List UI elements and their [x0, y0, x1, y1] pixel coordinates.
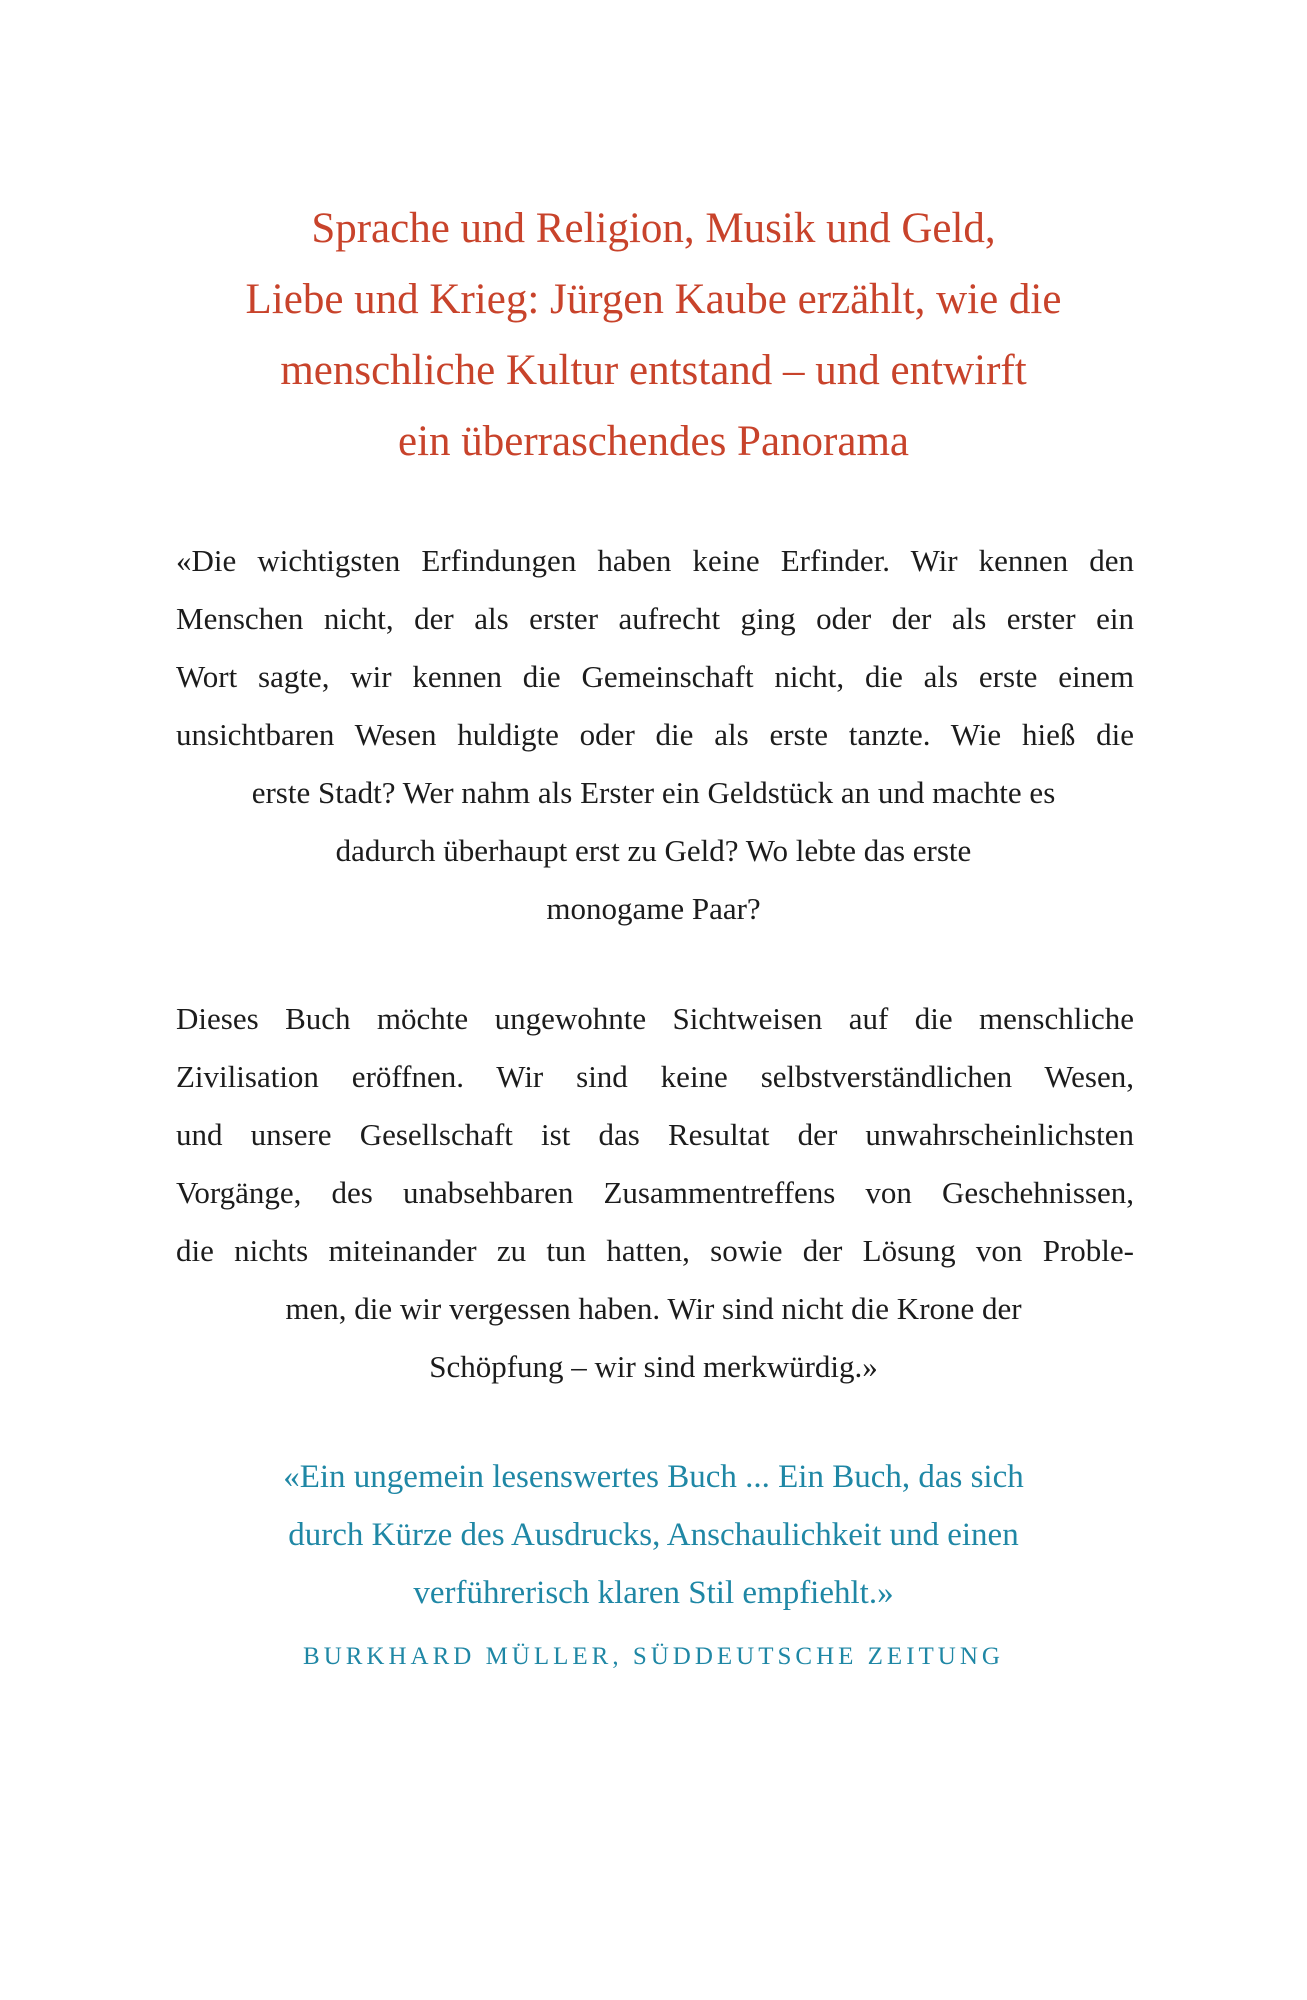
tagline-line: Liebe und Krieg: Jürgen Kaube erzählt, wie die — [245, 276, 1062, 323]
excerpt-line: die nichts miteinander zu tun hatten, sowie der Lösung von Proble- — [176, 1233, 1134, 1268]
review-quote-line: verführerisch klaren Stil empfiehlt.» — [413, 1575, 894, 1611]
excerpt-line: Vorgänge, des unabsehbaren Zusammentreffens von Geschehnissen, — [176, 1175, 1134, 1210]
tagline-line: Sprache und Religion, Musik und Geld, — [311, 205, 996, 252]
excerpt-line: dadurch überhaupt erst zu Geld? Wo lebte das erste — [335, 833, 972, 868]
excerpt-line: erste Stadt? Wer nahm als Erster ein Geldstück an und machte es — [251, 775, 1056, 810]
review-quote-line: «Ein ungemein lesenswertes Buch ... Ein Buch, das sich — [283, 1459, 1024, 1495]
excerpt-line: monogame Paar? — [546, 891, 761, 926]
tagline-line: ein überraschendes Panorama — [397, 418, 909, 465]
excerpt-line: Schöpfung – wir sind merkwürdig.» — [429, 1349, 878, 1384]
review-source: BURKHARD MÜLLER, SÜDDEUTSCHE ZEITUNG — [303, 1643, 1004, 1670]
excerpt-line: und unsere Gesellschaft ist das Resultat der unwahrscheinlichsten — [176, 1117, 1134, 1152]
excerpt-line: men, die wir vergessen haben. Wir sind nicht die Krone der — [285, 1291, 1022, 1326]
excerpt-line: unsichtbaren Wesen huldigte oder die als erste tanzte. Wie hieß die — [176, 717, 1134, 752]
excerpt-line: Wort sagte, wir kennen die Gemeinschaft nicht, die als erste einem — [176, 659, 1134, 694]
excerpt-line: Zivilisation eröffnen. Wir sind keine selbstverständlichen Wesen, — [176, 1059, 1134, 1094]
tagline-line: menschliche Kultur entstand – und entwirft — [280, 347, 1027, 394]
excerpt-line: «Die wichtigsten Erfindungen haben keine Erfinder. Wir kennen den — [176, 543, 1134, 578]
excerpt-line: Menschen nicht, der als erster aufrecht ging oder der als erster ein — [176, 601, 1134, 636]
review-quote-line: durch Kürze des Ausdrucks, Anschaulichkeit und einen — [288, 1517, 1019, 1553]
excerpt-line: Dieses Buch möchte ungewohnte Sichtweisen auf die menschliche — [176, 1001, 1134, 1036]
